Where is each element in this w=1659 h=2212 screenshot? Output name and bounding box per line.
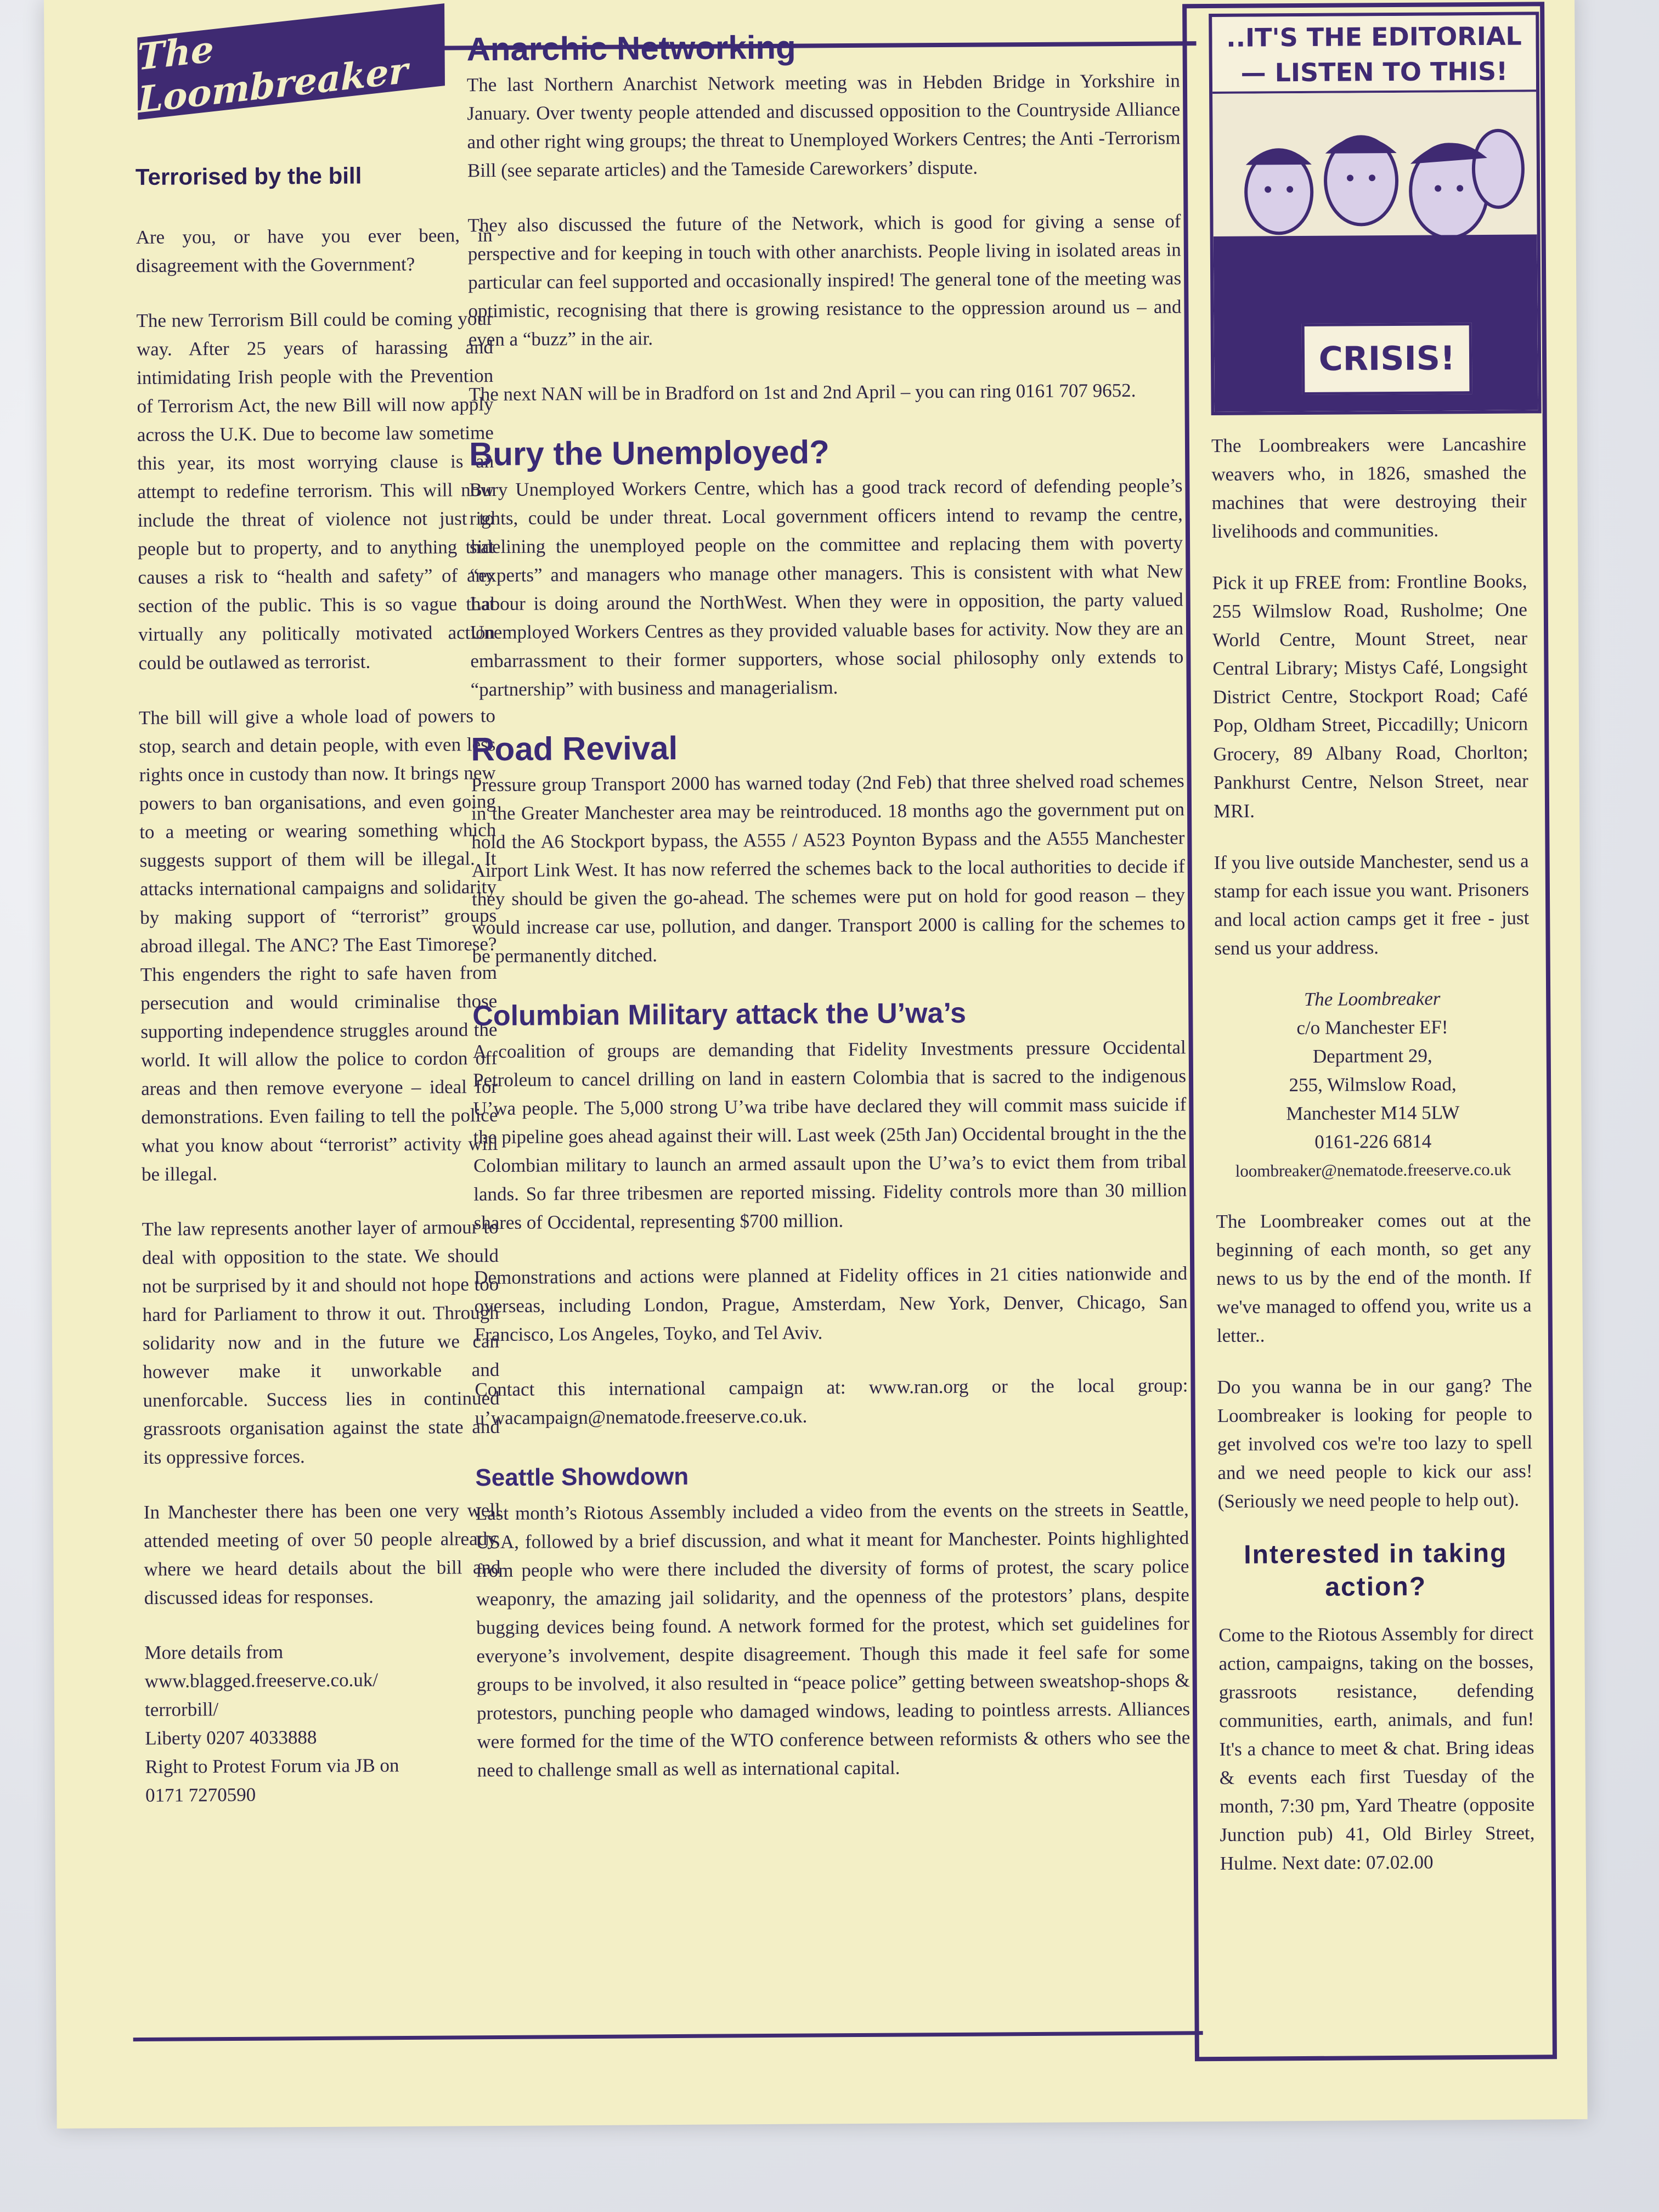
article-heading-terrorised: Terrorised by the bill <box>135 162 362 190</box>
paragraph: A coalition of groups are demanding that Fidelity Investments pressure Occidental Petroleum to cancel drilling on land in eastern Colombia that is sacred to the indigenous U’wa people. The 5,000 strong U’wa tribe have declared they will commit mass suicide if the pipeline goes ahead against their will. Last week (25th Jan) Occidental brought in the the Colombian military to launch an armed assault upon the U’wa’s to evict them from tribal lands. So far three tribesmen are reported missing. Fidelity controls more than 30 million shares of Occidental, representing $700 million. <box>472 1036 1187 1234</box>
paragraph: Bury Unemployed Workers Centre, which has a good track record of defending people’s rights, could be under threat. Local government officers intend to revamp the centre, sidelining the unemployed people on the committee and replacing them with poverty “experts” and managers who manage other managers. This is consistent with what New Labour is doing around the NorthWest. When they were in opposition, the party valued Unemployed Workers Centres as they provided valuable bases for activity. Now they are an embarrassment to their former supporters, whose social philosophy only extends to “partnership” with business and managerialism. <box>469 475 1184 701</box>
bottom-rule <box>133 2031 1203 2041</box>
paragraph: In Manchester there has been one very well attended meeting of over 50 people already, where we heard details about the bill and discussed ideas for responses. <box>143 1499 501 1609</box>
paragraph: The law represents another layer of armour to deal with opposition to the state. We should not be surprised by it and should not hope too hard for Parliament to throw it out. Through solidarity now and in the future we can however make it unworkable and unenforcable. Success lies in continued grassroots organisation against the state and its oppressive forces. <box>142 1216 500 1468</box>
cartoon-caption: ..IT'S THE EDITORIAL — LISTEN TO THIS! <box>1212 15 1536 94</box>
article-seattle-showdown <box>475 1454 1190 1785</box>
cartoon-sign: CRISIS! <box>1302 323 1472 395</box>
right-column-text <box>1211 430 1530 963</box>
intro-paragraph: The Loombreakers were Lancashire weavers who, in 1826, smashed the machines that were destroying their livelihoods and communities. <box>1211 433 1527 543</box>
masthead-title: The Loombreaker <box>137 27 408 122</box>
paragraph: Last month’s Riotous Assembly included a video from the events on the streets in Seattle, USA, followed by a brief discussion, and what it meant for Manchester. Points highlighted from people who were there included the diversity of forms of protest, the scary police weaponry, the amazing jail solidarity, and the openness of the protestors’ plans, despite bugging devices being found. A network formed for the protest, which set guidelines for everyone’s involvement, despite disagreement. Though this made it feel safe for some groups to be involved, it also resulted in “peace police” getting between sweatshop-shops & protestors, punching people who damaged windows, leading to pointless arrests. Alliances were formed for the time of the WTO conference between reformists & others who see the need to challenge small as well as international capital. <box>475 1498 1190 1781</box>
newsletter-page <box>44 0 1588 2129</box>
article-columbian-military <box>472 992 1188 1432</box>
article-bury-unemployed <box>469 431 1184 704</box>
phone-number: 0161-226 6814 <box>1314 1130 1432 1153</box>
address-line: Department 29, <box>1312 1045 1432 1067</box>
right-column <box>1182 2 1557 2061</box>
details-line: Liberty 0207 4033888 <box>145 1726 317 1749</box>
details-line: Right to Protest Forum via JB on <box>145 1754 399 1778</box>
paragraph: They also discussed the future of the Network, which is good for giving a sense of perspective and for keeping in touch with other anarchists. People living in isolated areas in particular can feel supported and occasionally inspired! The general tone of the meeting was optimistic, recognising that there is growing resistance to the oppression around us – and even a “buzz” in the air. <box>467 210 1182 351</box>
article-heading: Anarchic Networking <box>466 29 796 68</box>
article-heading: Road Revival <box>471 729 678 768</box>
action-paragraph: Come to the Riotous Assembly for direct action, campaigns, taking on the bosses, grassroots resistance, defending communities, earth, animals, and fun! It's a chance to meet & chat. Bring ideas & events each first Tuesday of the month, 7:30 pm, Yard Theatre (opposite Junction pub) 41, Old Birley Street, Hulme. Next date: 07.02.00 <box>1218 1622 1535 1874</box>
details-line: More details from www.blagged.freeserve.co.uk/ <box>144 1641 379 1692</box>
pickup-paragraph: Pick it up FREE from: Frontline Books, 255 Wilmslow Road, Rusholme; One World Centre, Mount Street, near Central Library; Mistys Café, Longsight District Centre, Stockport Road; Café Pop, Oldham Street, Piccadilly; Unicorn Grocery, 89 Albany Road, Chorlton; Pankhurst Centre, Nelson Street, near MRI. <box>1212 570 1528 822</box>
masthead-logo <box>137 3 445 120</box>
paragraph: Pressure group Transport 2000 has warned today (2nd Feb) that three shelved road schemes in the Greater Manchester area may be reintroduced. 18 months ago the government put on hold the A6 Stockport bypass, the A555 / A523 Poynton Bypass and the A555 Manchester Airport Link West. It has now referred the schemes back to the local authorities to decide if they should be given the go-ahead. The schemes were put on hold for good reason – they would increase car use, pollution, and danger. Transport 2000 is calling for the schemes to be permanently ditched. <box>471 770 1186 967</box>
article-heading: Columbian Military attack the U’wa’s <box>472 997 967 1032</box>
left-column <box>136 162 502 1810</box>
address-line: Manchester M14 5LW <box>1286 1102 1460 1125</box>
details-line: 0171 7270590 <box>145 1784 256 1806</box>
article-heading: Bury the Unemployed? <box>469 433 830 473</box>
article-road-revival <box>471 726 1186 970</box>
right-column-text-2 <box>1216 1205 1532 1515</box>
gang-paragraph: Do you wanna be in our gang? The Loombreaker is looking for people to get involved cos we're too lazy to spell and we need people to kick our ass! (Seriously we need people to help out). <box>1217 1374 1533 1512</box>
contact-address <box>1215 984 1531 1185</box>
paragraph: Are you, or have you ever been, in disagreement with the Government? <box>136 224 493 276</box>
address-line: c/o Manchester EF! <box>1296 1016 1448 1039</box>
address-line: 255, Wilmslow Road, <box>1289 1073 1457 1096</box>
address-line: The Loombreaker <box>1304 988 1441 1011</box>
paragraph: The new Terrorism Bill could be coming your way. After 25 years of harassing and intimidating Irish people with the Prevention of Terrorism Act, the new Bill will now apply across the U.K. Due to become law sometime this year, its most worrying clause is an attempt to redefine terrorism. This will now include the threat of violence not just to people but to property, and to anything that causes a risk to “health and safety” of any section of the public. This is so vague that virtually any politically motivated action could be outlawed as terrorist. <box>136 308 495 674</box>
article-anarchic-networking <box>466 26 1182 409</box>
details-block <box>144 1637 502 1810</box>
email-address: loombreaker@nematode.freeserve.co.uk <box>1235 1159 1511 1181</box>
paragraph: The last Northern Anarchist Network meeting was in Hebden Bridge in Yorkshire in January. Over twenty people attended and discussed opposition to the Countryside Alliance and other right wing groups; the threat to Unemployed Workers Centres; the Anti -Terrorism Bill (see separate articles) and the Tameside Careworkers’ dispute. <box>466 70 1181 182</box>
details-line: terrorbill/ <box>144 1699 219 1720</box>
outside-paragraph: If you live outside Manchester, send us a stamp for each issue you want. Prisoners and local action camps get it free - just send us your address. <box>1214 850 1530 959</box>
article-heading: Seattle Showdown <box>475 1463 689 1492</box>
action-heading: Interested in taking action? <box>1244 1538 1508 1602</box>
editorial-cartoon <box>1209 12 1541 415</box>
paragraph: The next NAN will be in Bradford on 1st and 2nd April – you can ring 0161 707 9652. <box>469 379 1136 405</box>
article-body-terrorised <box>136 221 502 1810</box>
paragraph: Demonstrations and actions were planned at Fidelity offices in 21 cities nationwide and overseas, including London, Prague, Amsterdam, New York, Denver, Chicago, San Francisco, Los Angeles, Toyko, and Tel Aviv. <box>474 1262 1188 1346</box>
schedule-paragraph: The Loombreaker comes out at the beginning of each month, so get any news to us by the end of the month. If we've managed to offend you, write us a letter.. <box>1216 1209 1532 1346</box>
middle-column <box>466 26 1190 1811</box>
action-block <box>1218 1619 1535 1877</box>
paragraph: Contact this international campaign at: www.ran.org or the local group: u’wacampaign@nematode.freeserve.co.uk. <box>475 1374 1188 1429</box>
paragraph: The bill will give a whole load of powers to stop, search and detain people, with even less rights once in custody than now. It brings new powers to ban organisations, and even going to a meeting or wearing something which suggests support of them will be illegal. It attacks international campaigns and solidarity by making support of “terrorist” groups abroad illegal. The ANC? The East Timorese? This engenders the right to safe haven from persecution and would criminalise those supporting independence struggles around the world. It will allow the police to cordon off areas and then remove everyone – ideal for demonstrations. Even failing to tell the police what you know about “terrorist” activity will be illegal. <box>138 704 498 1185</box>
